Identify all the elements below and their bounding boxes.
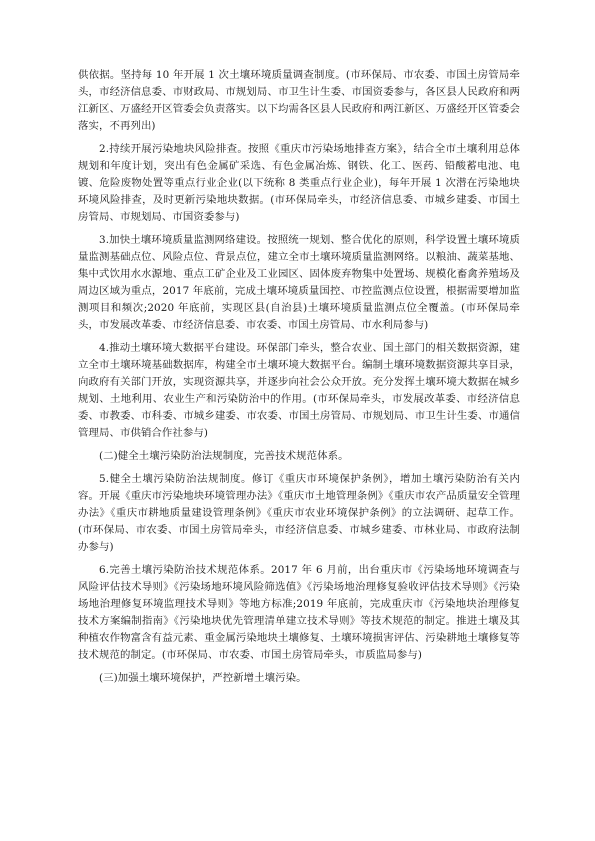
- paragraph-item-6: 6.完善土壤污染防治技术规范体系。2017 年 6 月前，出台重庆市《污染场地环境调查与风险评估技术导则》《污染场地环境风险筛选值》《污染场地治理修复验收评估技术导则》《污染场地治理修复环境监理技术导则》等地方标准;2019 年底前，完成重庆市《污染地块治理修复技术方案编制指南》《污染地块优先管理清单建立技术导则》等技术规范的制定。推进土壤及其种植农作物富含有益元素、重金属污染地块土壤修复、土壤环境损害评估、污染耕地土壤修复等技术规范的制定。(市环保局、市农委、市国土房管局牵头，市质监局参与): [78, 564, 520, 661]
- section-heading-2: (二)健全土壤污染防治法规制度，完善技术规范体系。: [99, 450, 349, 462]
- paragraph-item-2: 2.持续开展污染地块风险排查。按照《重庆市污染场地排查方案》，结合全市土壤利用总体规划和年度计划，突出有色金属矿采选、有色金属冶炼、钢铁、化工、医药、铅酸蓄电池、电镀、危险废物处置等重点行业企业(以下统称 8 类重点行业企业)，每年开展 1 次潜在污染地块环境风险排查，及时更新污染地块数据。(市环保局牵头，市经济信息委、市城乡建委、市国土房管局、市规划局、市国资委参与): [78, 143, 520, 223]
- section-heading-3: (三)加强土壤环境保护，严控新增土壤污染。: [99, 672, 307, 684]
- paragraph-continuation: 供依据。坚持每 10 年开展 1 次土壤环境质量调查制度。(市环保局、市农委、市国土房管局牵头，市经济信息委、市财政局、市规划局、市卫生计生委、市国资委参与，各区县人民政府和两江新区、万盛经开区管委会负责落实。以下均需各区县人民政府和两江新区、万盛经开区管委会落实，不再列出): [78, 69, 520, 132]
- document-page: [78, 67, 520, 693]
- paragraph-item-5: 5.健全土壤污染防治法规制度。修订《重庆市环境保护条例》，增加土壤污染防治有关内容。开展《重庆市污染地块环境管理办法》《重庆市土地管理条例》《重庆市农产品质量安全管理办法》《重庆市耕地质量建设管理条例》《重庆市农业环境保护条例》的立法调研、起草工作。(市环保局、市农委、市国土房管局牵头，市经济信息委、市城乡建委、市林业局、市政府法制办参与): [78, 473, 520, 553]
- paragraph-item-4: 4.推动土壤环境大数据平台建设。环保部门牵头，整合农业、国土部门的相关数据资源，建立全市土壤环境基础数据库，构建全市土壤环境大数据平台。编制土壤环境数据资源共享目录，向政府有关部门开放，实现资源共享，并逐步向社会公众开放。充分发挥土壤环境大数据在城乡规划、土地利用、农业生产和污染防治中的作用。(市环保局牵头，市发展改革委、市经济信息委、市教委、市科委、市城乡建委、市农委、市国土房管局、市规划局、市卫生计生委、市通信管理局、市供销合作社参与): [78, 342, 520, 439]
- paragraph-item-3: 3.加快土壤环境质量监测网络建设。按照统一规划、整合优化的原则，科学设置土壤环境质量监测基础点位、风险点位、背景点位，建立全市土壤环境质量监测网络。以粮油、蔬菜基地、集中式饮用水水源地、重点工矿企业及工业园区、固体废弃物集中处置场、规模化畜禽养殖场及周边区域为重点，2017 年底前，完成土壤环境质量国控、市控监测点位设置，根据需要增加监测项目和频次;2020 年底前，实现区县(自治县)土壤环境质量监测点位全覆盖。(市环保局牵头，市发展改革委、市经济信息委、市农委、市国土房管局、市水利局参与): [78, 234, 520, 331]
